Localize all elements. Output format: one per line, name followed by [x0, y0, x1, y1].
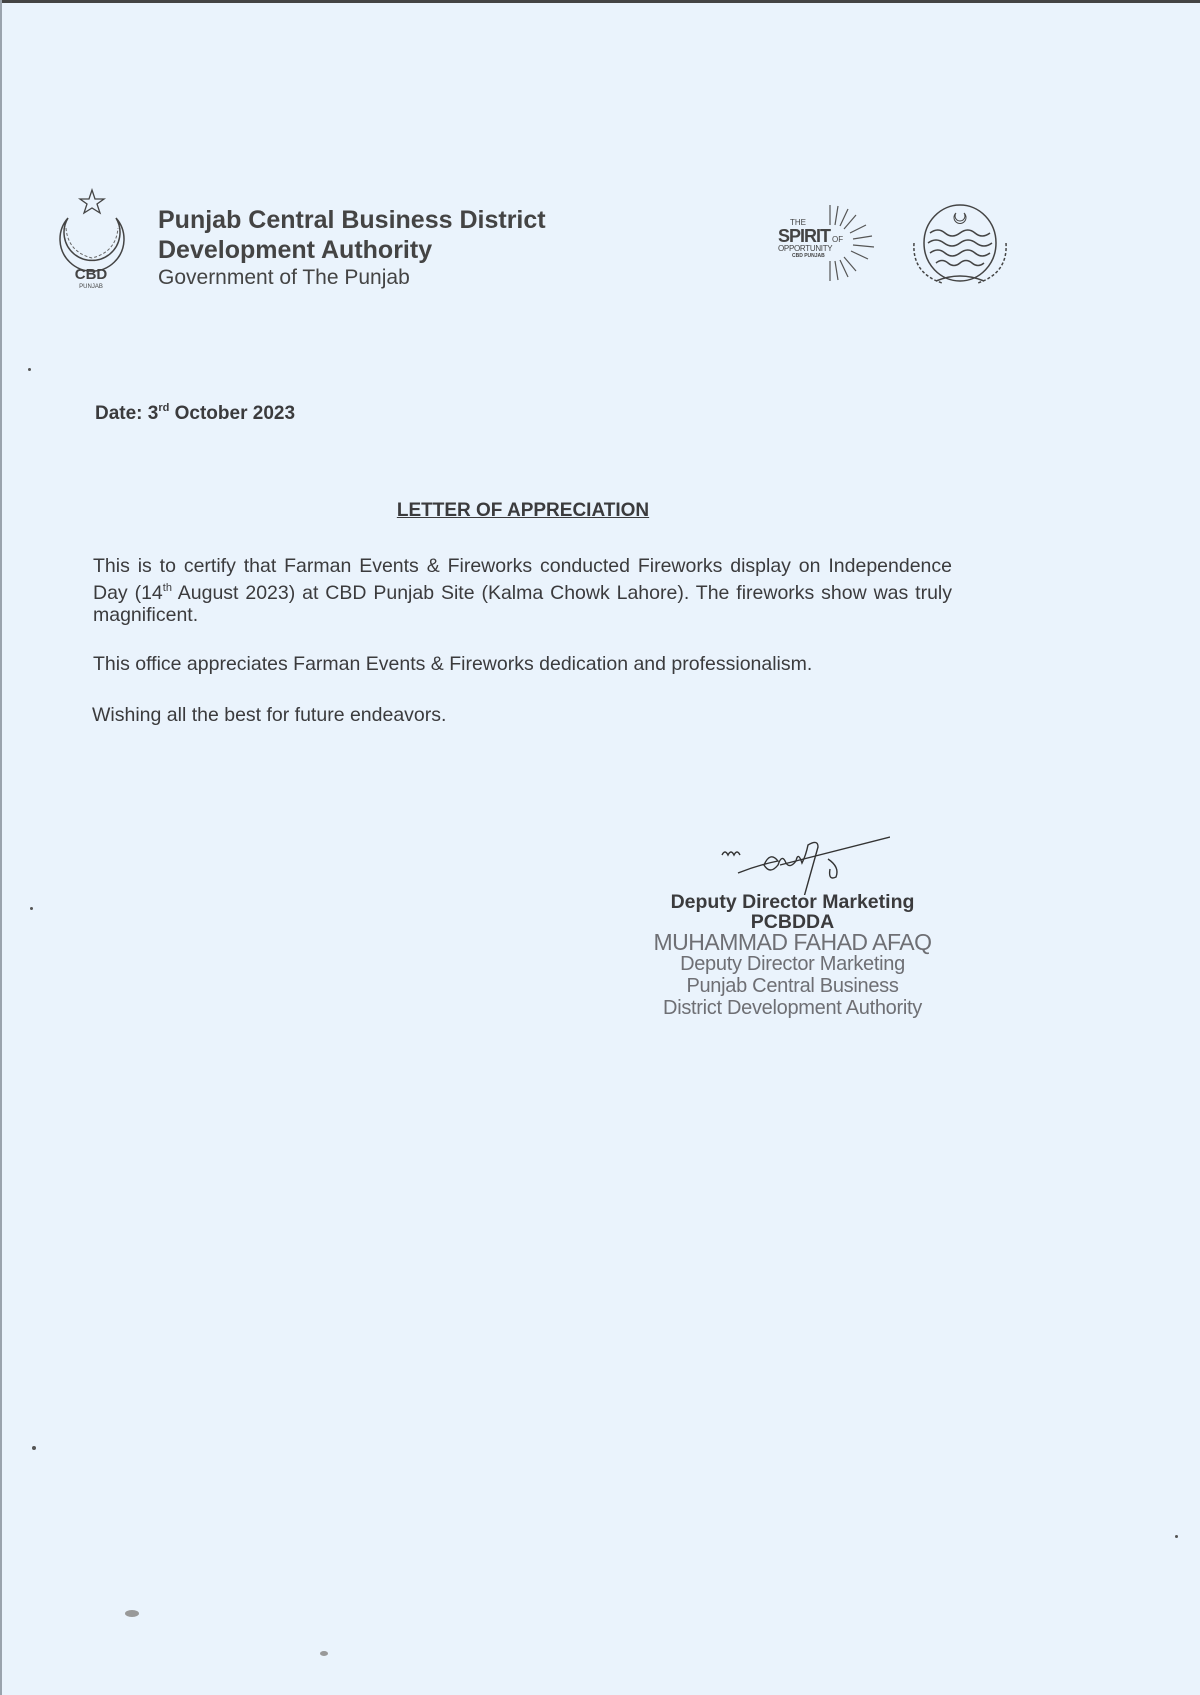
- scan-left-edge: [0, 0, 2, 1695]
- signatory-org: PCBDDA: [750, 911, 835, 933]
- stamp-org-line2: District Development Authority: [663, 997, 922, 1019]
- cbd-punjab-logo: [54, 188, 128, 292]
- scan-speck: [320, 1651, 328, 1656]
- scan-speck: [125, 1610, 139, 1617]
- spirit-of-opportunity-logo: THE SPIRIT OF OPPORTUNITY CBD PUNJAB: [778, 203, 890, 283]
- org-name-line1: Punjab Central Business District: [158, 206, 546, 234]
- letter-title: LETTER OF APPRECIATION: [396, 500, 650, 521]
- scan-speck: [28, 368, 31, 371]
- body-paragraph-3: Wishing all the best for future endeavors.: [92, 704, 447, 726]
- punjab-emblem-icon: [906, 203, 1014, 289]
- scan-speck: [1175, 1535, 1178, 1538]
- svg-text:PUNJAB: PUNJAB: [79, 284, 103, 290]
- signature-block: [640, 835, 945, 1019]
- government-of-punjab-emblem: [906, 203, 1014, 289]
- stamp-org-line1: Punjab Central Business: [686, 975, 899, 997]
- scan-speck: [30, 907, 33, 910]
- org-name-line2: Development Authority: [158, 236, 433, 264]
- letter-date: Date: 3rd October 2023: [95, 402, 296, 424]
- svg-text:CBD: CBD: [74, 266, 108, 283]
- organization-header: [158, 205, 546, 291]
- stamp-title: Deputy Director Marketing: [680, 953, 905, 975]
- signatory-role: Deputy Director Marketing: [670, 891, 915, 913]
- scan-top-edge: [0, 0, 1200, 3]
- body-paragraph-2: This office appreciates Farman Events & Fireworks dedication and professionalism.: [93, 653, 813, 675]
- stamp-name: MUHAMMAD FAHAD AFAQ: [653, 929, 932, 955]
- handwritten-signature: [710, 835, 890, 895]
- org-government: Government of The Punjab: [158, 266, 410, 289]
- body-paragraph-1: This is to certify that Farman Events & Fireworks conducted Fireworks display on Independence Day (14th August 2023) at CBD Punjab Site (Kalma Chowk Lahore). The fireworks show was truly magnificent.: [93, 555, 953, 626]
- scan-speck: [32, 1446, 36, 1450]
- star-crescent-icon: [54, 188, 128, 292]
